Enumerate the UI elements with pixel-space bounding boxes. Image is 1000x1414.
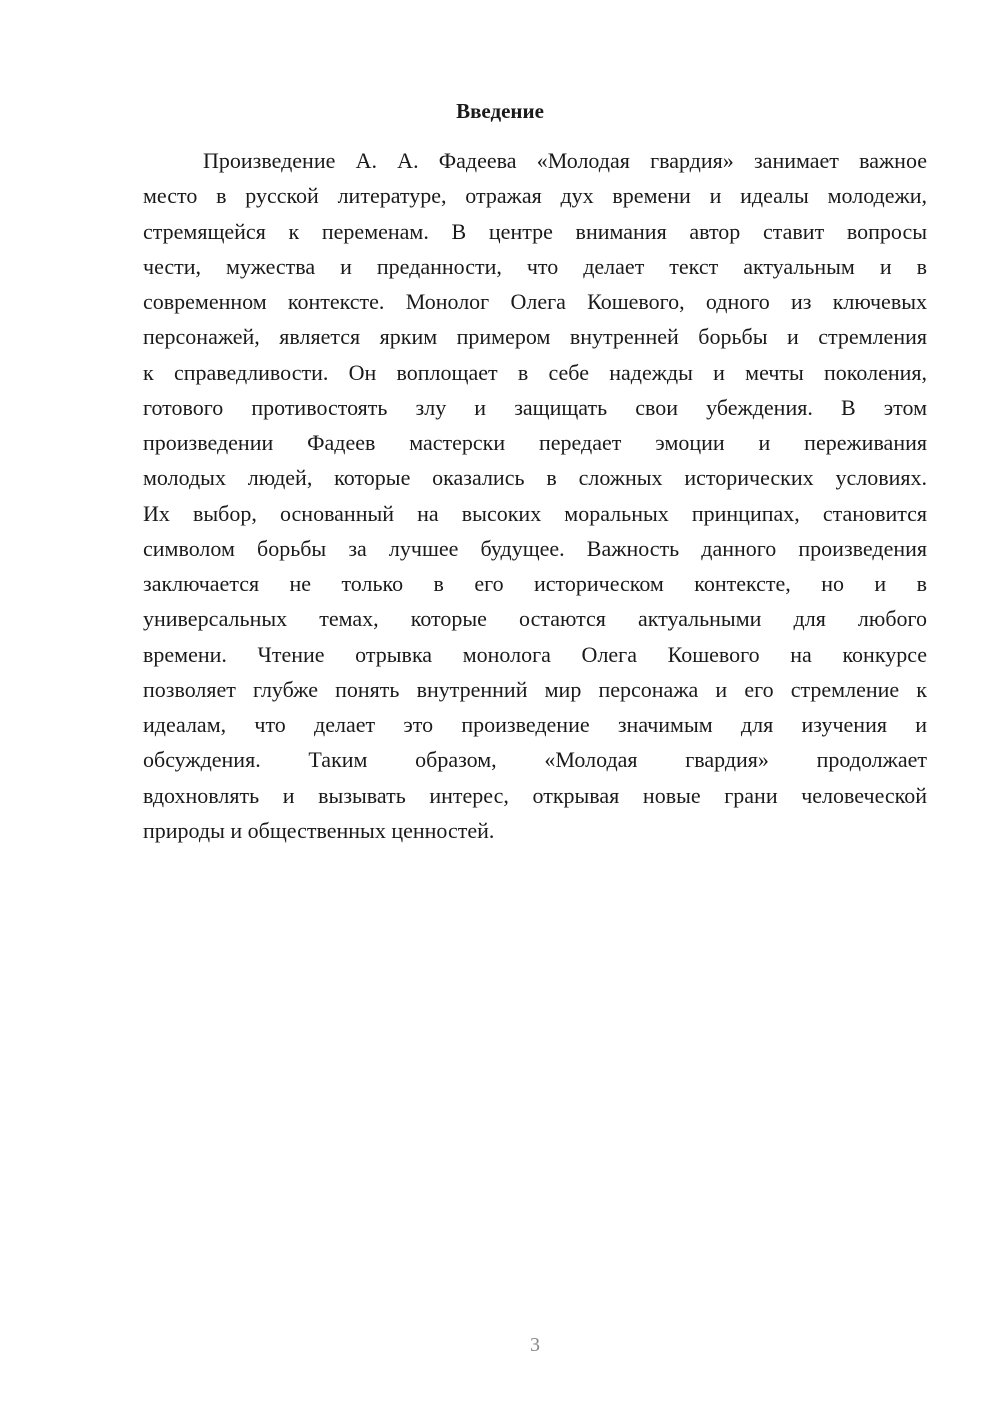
text-line: современном контексте. Монолог Олега Кошевого, одного из ключевых	[143, 289, 927, 314]
text-line: персонажей, является ярким примером внутренней борьбы и стремления	[143, 324, 927, 350]
text-line: стремящейся к переменам. В центре внимания автор ставит вопросы	[143, 218, 927, 244]
text-line: обсуждения. Таким образом, «Молодая гвардия» продолжает	[143, 747, 927, 773]
text-line: времени. Чтение отрывка монолога Олега Кошевого на конкурсе	[143, 641, 927, 667]
body-paragraph	[143, 143, 927, 848]
text-line: вдохновлять и вызывать интерес, открывая новые грани человеческой	[143, 782, 927, 808]
text-line: природы и общественных ценностей.	[143, 817, 495, 843]
text-line: Их выбор, основанный на высоких моральных принципах, становится	[143, 500, 927, 526]
text-line: молодых людей, которые оказались в сложных исторических условиях.	[143, 465, 927, 491]
text-line: символом борьбы за лучшее будущее. Важность данного произведения	[143, 535, 927, 561]
text-line: чести, мужества и преданности, что делает текст актуальным и в	[143, 253, 927, 279]
text-line: универсальных темах, которые остаются актуальными для любого	[143, 606, 927, 632]
text-line: заключается не только в его историческом контексте, но и в	[143, 571, 927, 596]
page-number: 3	[530, 1334, 540, 1356]
text-line: готового противостоять злу и защищать свои убеждения. В этом	[143, 394, 927, 420]
text-line: идеалам, что делает это произведение значимым для изучения и	[143, 712, 927, 737]
text-line: произведении Фадеев мастерски передает эмоции и переживания	[143, 430, 927, 455]
section-title: Введение	[456, 99, 544, 123]
text-line: к справедливости. Он воплощает в себе надежды и мечты поколения,	[143, 359, 927, 385]
text-line: Произведение А. А. Фадеева «Молодая гвардия» занимает важное	[203, 148, 927, 173]
text-line: позволяет глубже понять внутренний мир персонажа и его стремление к	[143, 676, 927, 702]
text-line: место в русской литературе, отражая дух времени и идеалы молодежи,	[143, 183, 927, 209]
